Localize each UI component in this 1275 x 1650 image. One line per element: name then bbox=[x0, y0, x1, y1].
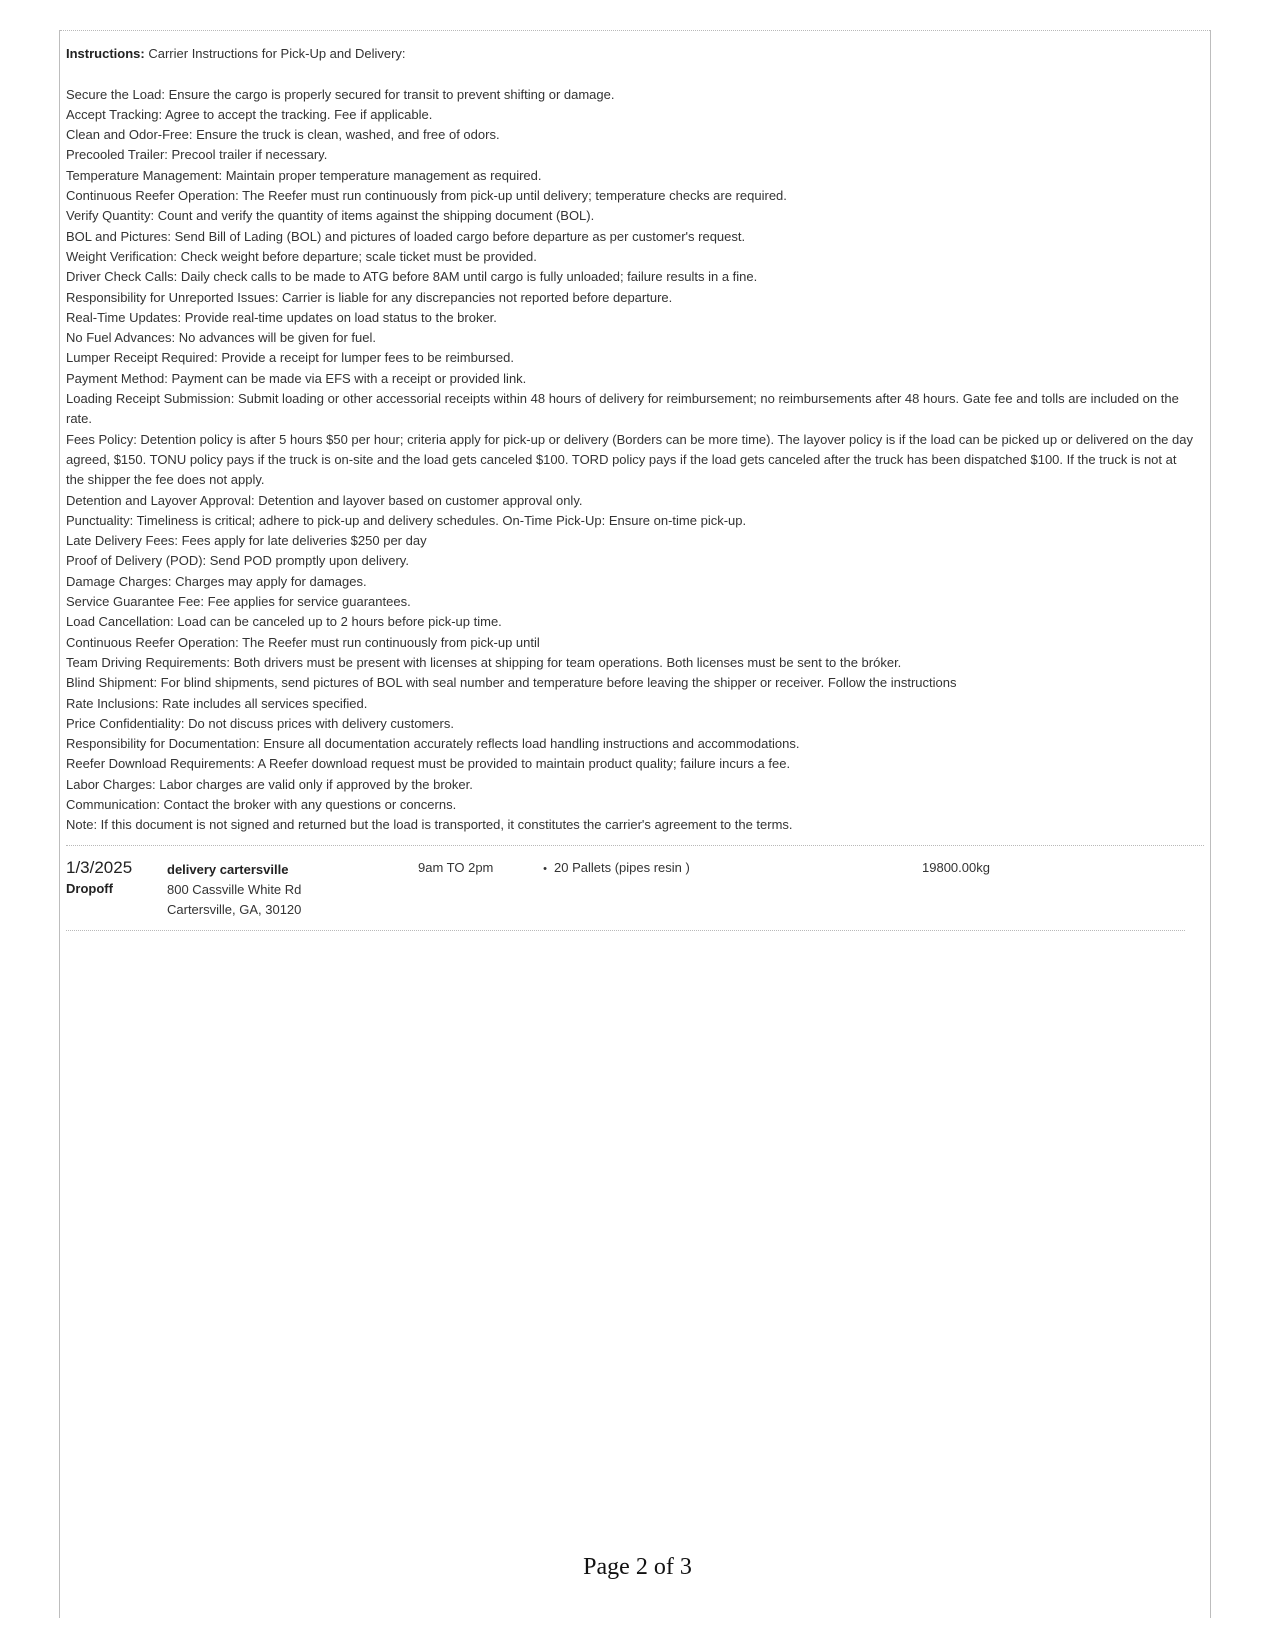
instructions-title: Carrier Instructions for Pick-Up and Delivery: bbox=[148, 46, 406, 61]
list-item: • 20 Pallets (pipes resin ) bbox=[536, 860, 690, 875]
instruction-line: Driver Check Calls: Daily check calls to be made to ATG before 8AM until cargo is fully unloaded; failure results in a fine. bbox=[66, 269, 758, 285]
location-name: delivery cartersville bbox=[167, 862, 289, 877]
instruction-line: Fees Policy: Detention policy is after 5 hours $50 per hour; criteria apply for pick-up or delivery (Borders can be more time). The layover policy is if the load can be picked up or delivered on the day agreed, $150. TONU policy pays if the truck is on-site and the load gets canceled $100. TORD policy pays if the load gets canceled after the truck has been dispatched $100. If the truck is not at the shipper the fee does not apply. bbox=[66, 431, 1193, 488]
instruction-line: Loading Receipt Submission: Submit loading or other accessorial receipts within 48 hours of delivery for reimbursement; no reimbursements after 48 hours. Gate fee and tolls are included on the rate. bbox=[66, 391, 1179, 427]
instruction-line: Responsibility for Documentation: Ensure all documentation accurately reflects load handling instructions and accommodations. bbox=[66, 736, 800, 752]
instruction-line: Rate Inclusions: Rate includes all services specified. bbox=[66, 695, 368, 711]
page-number: Page 2 of 3 bbox=[583, 1554, 692, 1580]
instruction-line: Verify Quantity: Count and verify the quantity of items against the shipping document (BOL). bbox=[66, 208, 595, 224]
stop-location bbox=[167, 860, 301, 920]
stop-weight: 19800.00kg bbox=[922, 860, 990, 875]
instruction-line: Clean and Odor-Free: Ensure the truck is clean, washed, and free of odors. bbox=[66, 127, 500, 143]
instruction-line: Weight Verification: Check weight before departure; scale ticket must be provided. bbox=[66, 248, 537, 264]
stop-divider bbox=[66, 930, 1185, 931]
instruction-line: Communication: Contact the broker with any questions or concerns. bbox=[66, 796, 457, 812]
instruction-line: Reefer Download Requirements: A Reefer download request must be provided to maintain product quality; failure incurs a fee. bbox=[66, 756, 791, 772]
instruction-line: Continuous Reefer Operation: The Reefer must run continuously from pick-up until delivery; temperature checks are required. bbox=[66, 188, 787, 204]
instruction-line: Labor Charges: Labor charges are valid only if approved by the broker. bbox=[66, 776, 473, 792]
instruction-line: Note: If this document is not signed and returned but the load is transported, it constitutes the carrier's agreement to the terms. bbox=[66, 817, 793, 833]
instructions-label: Instructions: bbox=[66, 46, 145, 61]
instruction-line: BOL and Pictures: Send Bill of Lading (BOL) and pictures of loaded cargo before departure as per customer's request. bbox=[66, 228, 746, 244]
instructions-section bbox=[66, 44, 1196, 836]
instruction-line: Temperature Management: Maintain proper temperature management as required. bbox=[66, 167, 542, 183]
instruction-line: Damage Charges: Charges may apply for damages. bbox=[66, 573, 367, 589]
section-divider bbox=[66, 845, 1204, 846]
instruction-line: Detention and Layover Approval: Detention and layover based on customer approval only. bbox=[66, 492, 583, 508]
instruction-line: Service Guarantee Fee: Fee applies for service guarantees. bbox=[66, 594, 411, 610]
address-line-1: 800 Cassville White Rd bbox=[167, 882, 302, 897]
stop-row bbox=[66, 858, 1186, 918]
instruction-line: Continuous Reefer Operation: The Reefer must run continuously from pick-up until bbox=[66, 634, 540, 650]
address-line-2: Cartersville, GA, 30120 bbox=[167, 902, 302, 917]
instruction-line: Accept Tracking: Agree to accept the tracking. Fee if applicable. bbox=[66, 106, 433, 122]
stop-date: 1/3/2025 bbox=[66, 858, 133, 877]
instructions-heading bbox=[66, 44, 1196, 64]
instructions-list bbox=[66, 85, 1196, 836]
instruction-line: Blind Shipment: For blind shipments, send pictures of BOL with seal number and temperature before leaving the shipper or receiver. Follow the instructions bbox=[66, 675, 957, 691]
instruction-line: Secure the Load: Ensure the cargo is properly secured for transit to prevent shifting or damage. bbox=[66, 86, 615, 102]
stop-type: Dropoff bbox=[66, 881, 113, 896]
instruction-line: Team Driving Requirements: Both drivers must be present with licenses at shipping for team operations. Both licenses must be sent to the bróker. bbox=[66, 654, 902, 670]
instruction-line: Payment Method: Payment can be made via EFS with a receipt or provided link. bbox=[66, 370, 527, 386]
instruction-line: Punctuality: Timeliness is critical; adhere to pick-up and delivery schedules. On-Time Pick-Up: Ensure on-time pick-up. bbox=[66, 512, 747, 528]
instruction-line: Responsibility for Unreported Issues: Carrier is liable for any discrepancies not reported before departure. bbox=[66, 289, 673, 305]
instruction-line: No Fuel Advances: No advances will be given for fuel. bbox=[66, 330, 377, 346]
top-divider bbox=[60, 30, 1210, 31]
instruction-line: Load Cancellation: Load can be canceled up to 2 hours before pick-up time. bbox=[66, 614, 502, 630]
instruction-line: Lumper Receipt Required: Provide a receipt for lumper fees to be reimbursed. bbox=[66, 350, 514, 366]
instruction-line: Real-Time Updates: Provide real-time updates on load status to the broker. bbox=[66, 309, 497, 325]
item-list bbox=[536, 860, 690, 875]
time-window: 9am TO 2pm bbox=[418, 860, 494, 875]
instruction-line: Proof of Delivery (POD): Send POD promptly upon delivery. bbox=[66, 553, 409, 569]
instruction-line: Price Confidentiality: Do not discuss prices with delivery customers. bbox=[66, 715, 454, 731]
instruction-line: Late Delivery Fees: Fees apply for late deliveries $250 per day bbox=[66, 533, 427, 549]
instruction-line: Precooled Trailer: Precool trailer if necessary. bbox=[66, 147, 328, 163]
